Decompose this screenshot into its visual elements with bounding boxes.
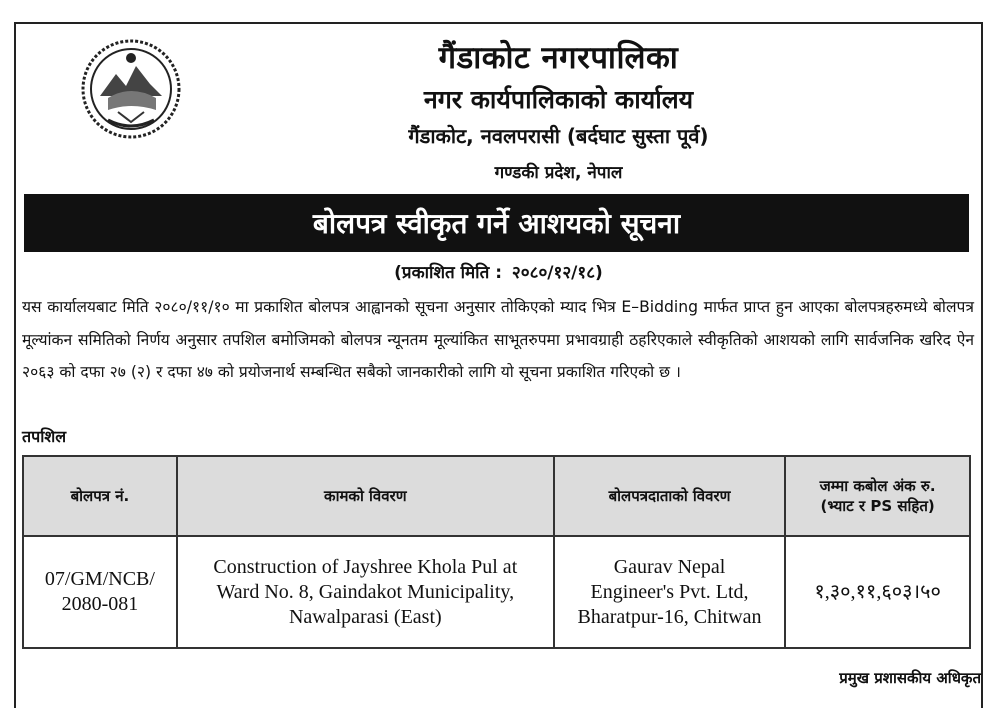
bid-number-line: 2080-081 bbox=[61, 593, 139, 615]
signatory-title: प्रमुख प्रशासकीय अधिकृत bbox=[839, 669, 981, 687]
bid-number-line: 07/GM/NCB/ bbox=[44, 568, 155, 590]
work-description-line: Construction of Jayshree Khola Pul at bbox=[213, 555, 518, 578]
table-row bbox=[23, 536, 970, 648]
bidder-line: Bharatpur-16, Chitwan bbox=[577, 605, 762, 628]
header-bid-number: बोलपत्र नं. bbox=[23, 456, 177, 536]
table-header-row bbox=[23, 456, 970, 536]
bidder-details-cell bbox=[554, 536, 785, 648]
published-date-value: २०८०/१२/१८) bbox=[511, 263, 603, 283]
details-heading: तपशिल bbox=[22, 427, 67, 446]
published-date bbox=[0, 260, 997, 283]
bidder-line: Gaurav Nepal bbox=[613, 555, 726, 578]
header-total-amount bbox=[785, 456, 970, 536]
published-date-label: (प्रकाशित मिति : bbox=[394, 263, 502, 283]
bidder-line: Engineer's Pvt. Ltd, bbox=[590, 580, 749, 603]
header-total-amount-line2: (भ्याट र PS सहित) bbox=[820, 497, 935, 515]
notice-title-banner bbox=[24, 194, 969, 252]
office-name: नगर कार्यपालिकाको कार्यालय bbox=[423, 85, 694, 114]
organization-name: गैंडाकोट नगरपालिका bbox=[438, 40, 679, 76]
work-description-cell bbox=[177, 536, 554, 648]
province-line: गण्डकी प्रदेश, नेपाल bbox=[494, 163, 623, 183]
total-amount-cell: १,३०,११,६०३।५० bbox=[785, 536, 970, 648]
office-address: गैंडाकोट, नवलपरासी (बर्दघाट सुस्ता पूर्व) bbox=[408, 124, 709, 148]
work-description-line: Nawalparasi (East) bbox=[288, 605, 442, 628]
bid-number-cell bbox=[23, 536, 177, 648]
header-total-amount-line1: जम्मा कबोल अंक रु. bbox=[819, 477, 936, 495]
header-bidder-details: बोलपत्रदाताको विवरण bbox=[554, 456, 785, 536]
header-work-description: कामको विवरण bbox=[177, 456, 554, 536]
nepal-government-emblem-icon bbox=[78, 36, 184, 142]
work-description-line: Ward No. 8, Gaindakot Municipality, bbox=[216, 580, 515, 603]
notice-body: यस कार्यालयबाट मिति २०८०/११/१० मा प्रकाशित बोलपत्र आह्वानको सूचना अनुसार तोकिएको म्याद भित्र E–Bidding मार्फत प्राप्त हुन आएका बोलपत्रहरुमध्ये बोलपत्र मूल्यांकन समितिको निर्णय अनुसार तपशिल बमोजिमको बोलपत्र न्यूनतम मूल्यांकित साभूतरुपमा प्रभावग्राही ठहरिएकाले स्वीकृतिको आशयको लागि सार्वजनिक खरिद ऐन २०६३ को दफा २७ (२) र दफा ४७ को प्रयोजनार्थ सम्बन्धित सबैको जानकारीको लागि यो सूचना प्रकाशित गरिएको छ । bbox=[22, 298, 974, 381]
notice-title: बोलपत्र स्वीकृत गर्ने आशयको सूचना bbox=[312, 207, 681, 240]
tender-table bbox=[22, 455, 971, 649]
